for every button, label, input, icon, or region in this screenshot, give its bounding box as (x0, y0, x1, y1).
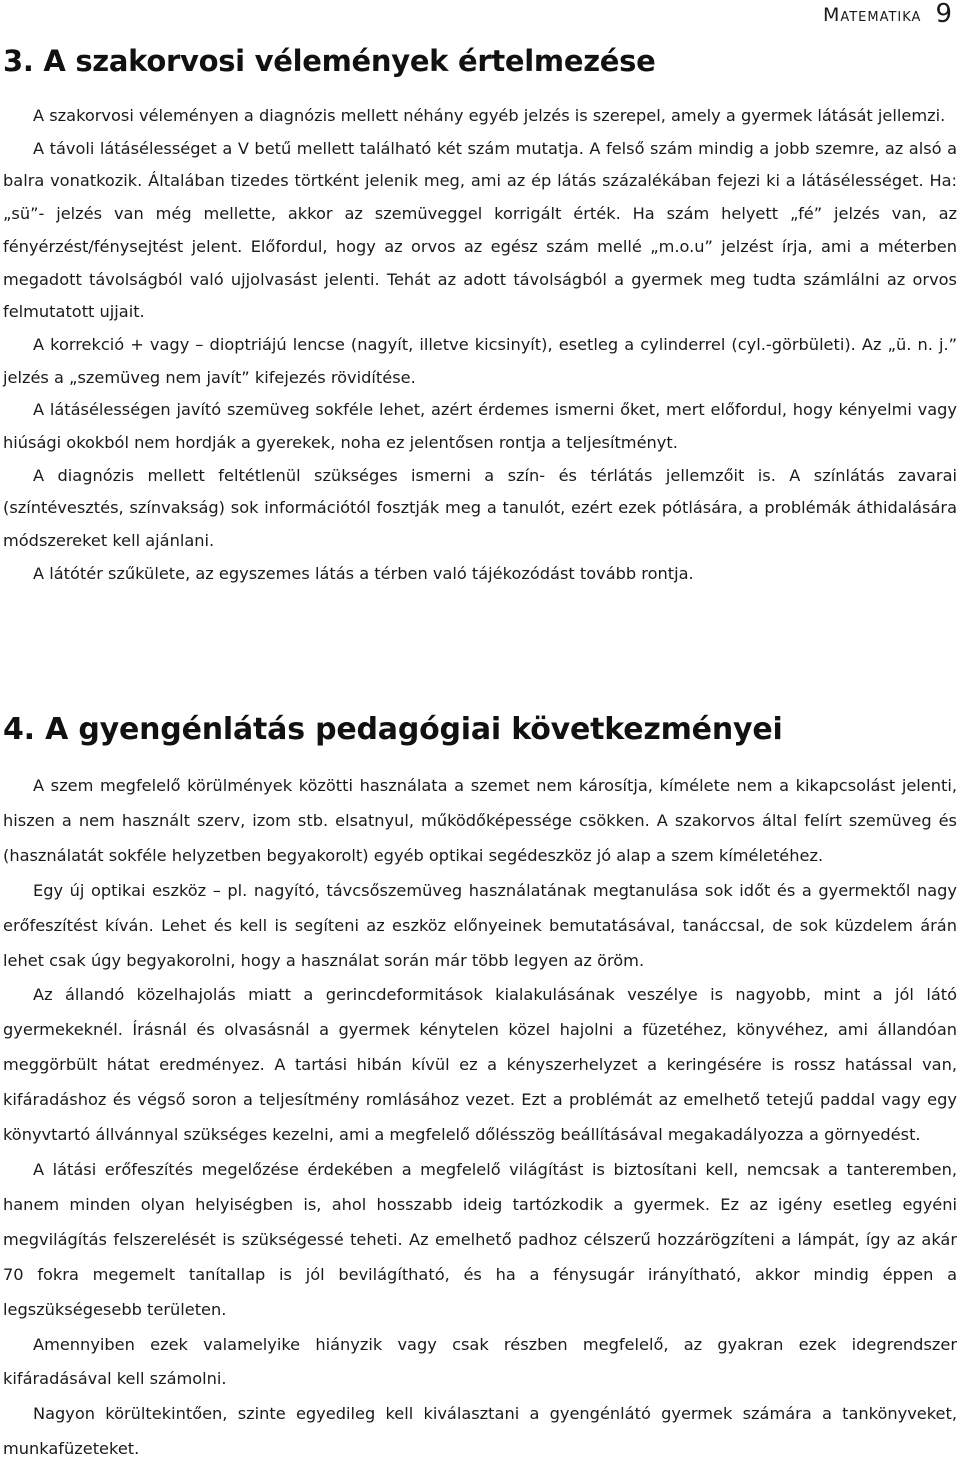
paragraph: Az állandó közelhajolás miatt a gerincdeformitások kialakulásának veszélye is nagyobb, mint a jól látó gyermekeknél. Írásnál és olvasásnál a gyermek kénytelen közel hajolni a füzetéhez, könyvéhez, ami állandóan meggörbült hátat eredményez. A tartási hibán kívül ez a kényszerhelyzet a keringésére is rossz hatással van, kifáradáshoz és végső soron a teljesítmény romlásához vezet. Ezt a problémát az emelhető tetejű paddal vagy egy könyvtartó állvánnyal szükséges kezelni, ami a megfelelő dőlésszög beállításával megakadályozza a görnyedést. (3, 985, 957, 1145)
section-3-body (3, 100, 957, 591)
paragraph: A látásélességen javító szemüveg sokféle lehet, azért érdemes ismerni őket, mert előfordul, hogy kényelmi vagy hiúsági okokból nem hordják a gyerekek, noha ez jelentősen rontja a teljesítményt. (3, 400, 957, 453)
section-3-heading: 3. A szakorvosi vélemények értelmezése (3, 44, 656, 78)
running-head-section-name: Matematika (822, 4, 922, 26)
paragraph: A távoli látásélességet a V betű mellett található két szám mutatja. A felső szám mindig a jobb szemre, az alsó a balra vonatkozik. Általában tizedes törtként jelenik meg, ami az ép látás százalékában fejezi ki a látásélességet. Ha: „sü”- jelzés van még mellette, akkor az szemüveggel korrigált érték. Ha szám helyett „fé” jelzés van, az fényérzést/fénysejtést jelent. Előfordul, hogy az orvos az egész szám mellé „m.o.u” jelzést írja, ami a méterben megadott távolságból való ujjolvasást jelenti. Tehát az adott távolságból a gyermek meg tudta számlálni az orvos felmutatott ujjait. (3, 138, 957, 322)
paragraph: A látótér szűkülete, az egyszemes látás a térben való tájékozódást tovább rontja. (33, 563, 694, 583)
paragraph: A diagnózis mellett feltétlenül szükséges ismerni a szín- és térlátás jellemzőit is. A színlátás zavarai (színtévesztés, színvakság) sok információtól fosztják meg a tanulót, ezért ezek pótlására, a problémák áthidalására módszereket kell ajánlani. (3, 465, 957, 551)
section-4-body (3, 769, 957, 1467)
paragraph: A szem megfelelő körülmények közötti használata a szemet nem károsítja, kímélete nem a kikapcsolást jelenti, hiszen a nem használt szerv, izom stb. elsatnyul, működőképessége csökken. A szakorvos által felírt szemüveg és (használatát sokféle helyzetben begyakorolt) egyéb optikai segédeszköz jó alap a szem kíméletéhez. (3, 776, 957, 865)
paragraph: Amennyiben ezek valamelyike hiányzik vagy csak részben megfelelő, az gyakran ezek idegrendszer kifáradásával kell számolni. (3, 1334, 957, 1389)
paragraph: Nagyon körültekintően, szinte egyedileg kell kiválasztani a gyengénlátó gyermek számára a tankönyveket, munkafüzeteket. (3, 1404, 957, 1459)
running-head (823, 0, 952, 30)
paragraph: A korrekció + vagy – dioptriájú lencse (nagyít, illetve kicsinyít), esetleg a cylinderrel (cyl.-görbületi). Az „ü. n. j.” jelzés a „szemüveg nem javít” kifejezés rövidítése. (3, 334, 957, 387)
section-4-heading: 4. A gyengénlátás pedagógiai következményei (3, 712, 783, 747)
paragraph: Egy új optikai eszköz – pl. nagyító, távcsőszemüveg használatának megtanulása sok időt és a gyermektől nagy erőfeszítést kíván. Lehet és kell is segíteni az eszköz előnyeinek bemutatásával, tanáccsal, de sok küzdelem árán lehet csak úgy begyakorolni, hogy a használat során már több legyen az öröm. (3, 880, 957, 970)
paragraph: A látási erőfeszítés megelőzése érdekében a megfelelő világítást is biztosítani kell, nemcsak a tanteremben, hanem minden olyan helyiségben is, ahol hosszabb ideig tartózkodik a gyermek. Ez az igény esetleg egyéni megvilágítás felszerelését is szükségessé teheti. Az emelhető padhoz célszerű hozzárögzíteni a lámpát, így az akár 70 fokra megemelt tanítallap is jól bevilágítható, és ha a fénysugár irányítható, akkor mindig éppen a legszükségesebb területen. (3, 1159, 957, 1319)
paragraph: A szakorvosi véleményen a diagnózis mellett néhány egyéb jelzés is szerepel, amely a gyermek látását jellemzi. (33, 106, 946, 125)
page-number: 9 (935, 0, 952, 29)
